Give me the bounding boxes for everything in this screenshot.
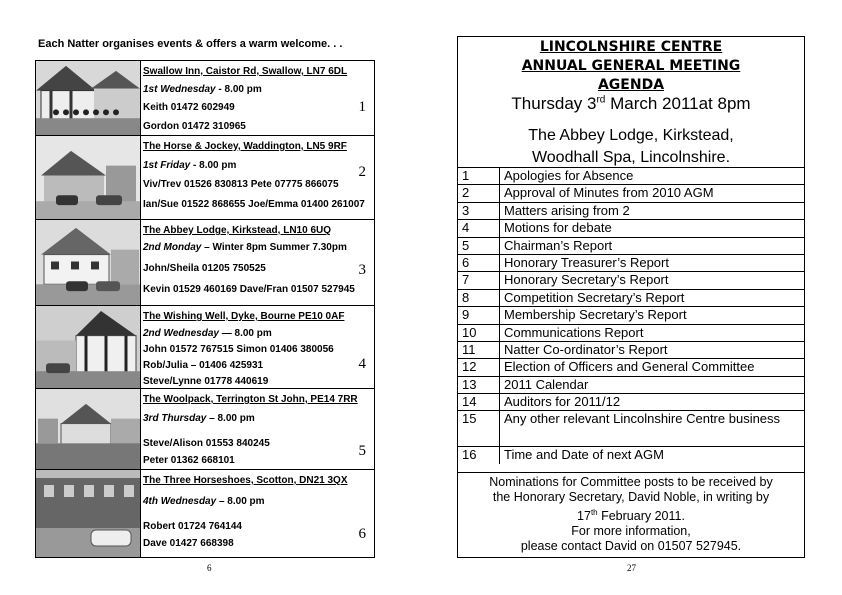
venue-time: - 8.00 pm	[215, 84, 262, 95]
agenda-item-number: 7	[458, 272, 500, 289]
venue-photo	[36, 61, 141, 135]
agenda-item-text: Natter Co-ordinator’s Report	[500, 341, 805, 358]
venue-name: The Abbey Lodge, Kirkstead, LN10 6UQ	[143, 225, 332, 236]
venue-number: 5	[358, 443, 366, 459]
venue-day	[143, 84, 262, 95]
agenda-item-number: 5	[458, 237, 500, 254]
agenda-item-number: 1	[458, 168, 500, 185]
venue-contact: Robert 01724 764144	[143, 521, 242, 532]
agenda-item-number: 9	[458, 307, 500, 324]
agenda-item-text: 2011 Calendar	[500, 376, 805, 393]
venue-name: Swallow Inn, Caistor Rd, Swallow, LN7 6DL	[143, 66, 348, 77]
venue-number: 2	[358, 164, 366, 180]
nominations-date-suffix: February 2011.	[597, 509, 685, 524]
venue-day-label: 1st Friday	[143, 160, 191, 171]
venue-contact: John 01572 767515 Simon 01406 380056	[143, 344, 334, 355]
agenda-item-text: Any other relevant Lincolnshire Centre business	[500, 411, 805, 447]
agenda-item-text: Honorary Treasurer’s Report	[500, 254, 805, 271]
agenda-item-number: 11	[458, 341, 500, 358]
agm-date	[458, 94, 804, 114]
agenda-item-number: 16	[458, 447, 500, 464]
agm-notice	[457, 36, 805, 558]
venue-number: 4	[358, 356, 366, 372]
agenda-item-number: 6	[458, 254, 500, 271]
agenda-item-text: Apologies for Absence	[500, 168, 805, 185]
nominations-line2: the Honorary Secretary, David Noble, in writing by	[492, 490, 770, 504]
agenda-table	[458, 167, 804, 464]
nominations-date-day: 17	[577, 509, 591, 524]
venue-contact: Dave 01427 668398	[143, 538, 234, 549]
agm-date-sup: rd	[596, 94, 606, 106]
agenda-item-text: Motions for debate	[500, 220, 805, 237]
agenda-row	[458, 202, 804, 219]
nominations-date	[458, 505, 804, 524]
agenda-row	[458, 359, 804, 376]
venue-time: – Winter 8pm Summer 7.30pm	[201, 242, 347, 253]
agenda-row	[458, 168, 804, 185]
agm-venue-line2: Woodhall Spa, Lincolnshire.	[531, 149, 731, 166]
venue-time: – 8.00 pm	[216, 496, 265, 507]
venue-day-label: 2nd Wednesday	[143, 328, 219, 339]
venue-photo	[36, 306, 141, 388]
venue-day	[143, 160, 236, 171]
agenda-row	[458, 254, 804, 271]
agenda-row	[458, 341, 804, 358]
agenda-item-number: 12	[458, 359, 500, 376]
agenda-item-number: 10	[458, 324, 500, 341]
agm-title-line1: LINCOLNSHIRE CENTRE	[539, 39, 723, 55]
agm-date-prefix: Thursday 3	[511, 94, 597, 113]
venue-list	[35, 60, 375, 558]
venue-contact: Kevin 01529 460169 Dave/Fran 01507 527945	[143, 284, 355, 295]
venue-day	[143, 242, 347, 253]
venue-photo	[36, 220, 141, 305]
venue-contact: Keith 01472 602949	[143, 102, 235, 113]
agenda-item-text: Time and Date of next AGM	[500, 447, 805, 464]
agenda-item-text: Communications Report	[500, 324, 805, 341]
venue-contact: Rob/Julia – 01406 425931	[143, 360, 264, 371]
agenda-item-text: Chairman’s Report	[500, 237, 805, 254]
agenda-row	[458, 220, 804, 237]
info-line2: please contact David on 01507 527945.	[520, 539, 742, 554]
venue-contact: Steve/Lynne 01778 440619	[143, 376, 269, 387]
venue-number: 6	[358, 526, 366, 542]
agenda-item-number: 8	[458, 289, 500, 306]
venue-photo	[36, 389, 141, 469]
venue-day	[143, 413, 255, 424]
agenda-item-number: 3	[458, 202, 500, 219]
venue-number: 3	[358, 262, 366, 278]
agenda-item-text: Election of Officers and General Committee	[500, 359, 805, 376]
left-page-number: 6	[207, 563, 212, 573]
venue-day	[143, 496, 265, 507]
agenda-item-number: 4	[458, 220, 500, 237]
agenda-row	[458, 411, 804, 447]
venue-woolpack	[36, 389, 374, 470]
nominations-line1: Nominations for Committee posts to be received by	[489, 475, 773, 489]
venue-time: — 8.00 pm	[218, 328, 272, 339]
agenda-item-text: Approval of Minutes from 2010 AGM	[500, 185, 805, 202]
agenda-row	[458, 289, 804, 306]
venue-day-label: 1st Wednesday	[143, 84, 216, 95]
venue-day-label: 2nd Monday	[143, 242, 202, 253]
right-page-number: 27	[627, 563, 636, 573]
agm-date-suffix: March 2011at 8pm	[605, 94, 751, 113]
agenda-item-number: 14	[458, 394, 500, 411]
venue-contact: John/Sheila 01205 750525	[143, 263, 266, 274]
venue-horse-jockey	[36, 136, 374, 220]
venue-number: 1	[358, 99, 366, 115]
venue-contact: Viv/Trev 01526 830813 Pete 07775 866075	[143, 179, 339, 190]
venue-day-label: 4th Wednesday	[143, 496, 217, 507]
left-page-heading: Each Natter organises events & offers a warm welcome. . .	[38, 38, 343, 50]
venue-three-horseshoes	[36, 470, 374, 557]
agenda-row	[458, 307, 804, 324]
agm-title-line3: AGENDA	[597, 77, 665, 93]
venue-photo	[36, 136, 141, 219]
agenda-row	[458, 324, 804, 341]
agenda-row	[458, 376, 804, 393]
agenda-item-number: 15	[458, 411, 500, 447]
agenda-row	[458, 272, 804, 289]
venue-contact: Peter 01362 668101	[143, 455, 235, 466]
agenda-item-text: Matters arising from 2	[500, 202, 805, 219]
venue-name: The Woolpack, Terrington St John, PE14 7RR	[143, 394, 358, 405]
agenda-item-text: Competition Secretary’s Report	[500, 289, 805, 306]
agenda-item-number: 13	[458, 376, 500, 393]
agenda-item-text: Membership Secretary’s Report	[500, 307, 805, 324]
agenda-item-text: Auditors for 2011/12	[500, 394, 805, 411]
venue-contact: Gordon 01472 310965	[143, 121, 246, 132]
venue-time: – 8.00 pm	[206, 413, 255, 424]
agenda-row	[458, 447, 804, 464]
agenda-item-text: Honorary Secretary’s Report	[500, 272, 805, 289]
venue-wishing-well	[36, 306, 374, 389]
venue-name: The Horse & Jockey, Waddington, LN5 9RF	[143, 141, 347, 152]
agenda-item-number: 2	[458, 185, 500, 202]
agm-venue-line1: The Abbey Lodge, Kirkstead,	[528, 127, 734, 144]
venue-time: - 8.00 pm	[190, 160, 237, 171]
venue-photo	[36, 470, 141, 557]
venue-swallow-inn	[36, 61, 374, 136]
venue-contact: Steve/Alison 01553 840245	[143, 438, 270, 449]
venue-contact: Ian/Sue 01522 868655 Joe/Emma 01400 261007	[143, 199, 365, 210]
agenda-row	[458, 185, 804, 202]
nominations-date-sup: th	[590, 508, 598, 517]
agenda-row	[458, 237, 804, 254]
agenda-row	[458, 394, 804, 411]
venue-abbey-lodge	[36, 220, 374, 306]
nominations-notice	[458, 472, 804, 554]
venue-name: The Three Horseshoes, Scotton, DN21 3QX	[143, 475, 348, 486]
venue-day	[143, 328, 272, 339]
venue-name: The Wishing Well, Dyke, Bourne PE10 0AF	[143, 311, 345, 322]
agm-title-line2: ANNUAL GENERAL MEETING	[521, 58, 741, 74]
venue-day-label: 3rd Thursday	[143, 413, 207, 424]
info-line1: For more information,	[571, 524, 691, 539]
